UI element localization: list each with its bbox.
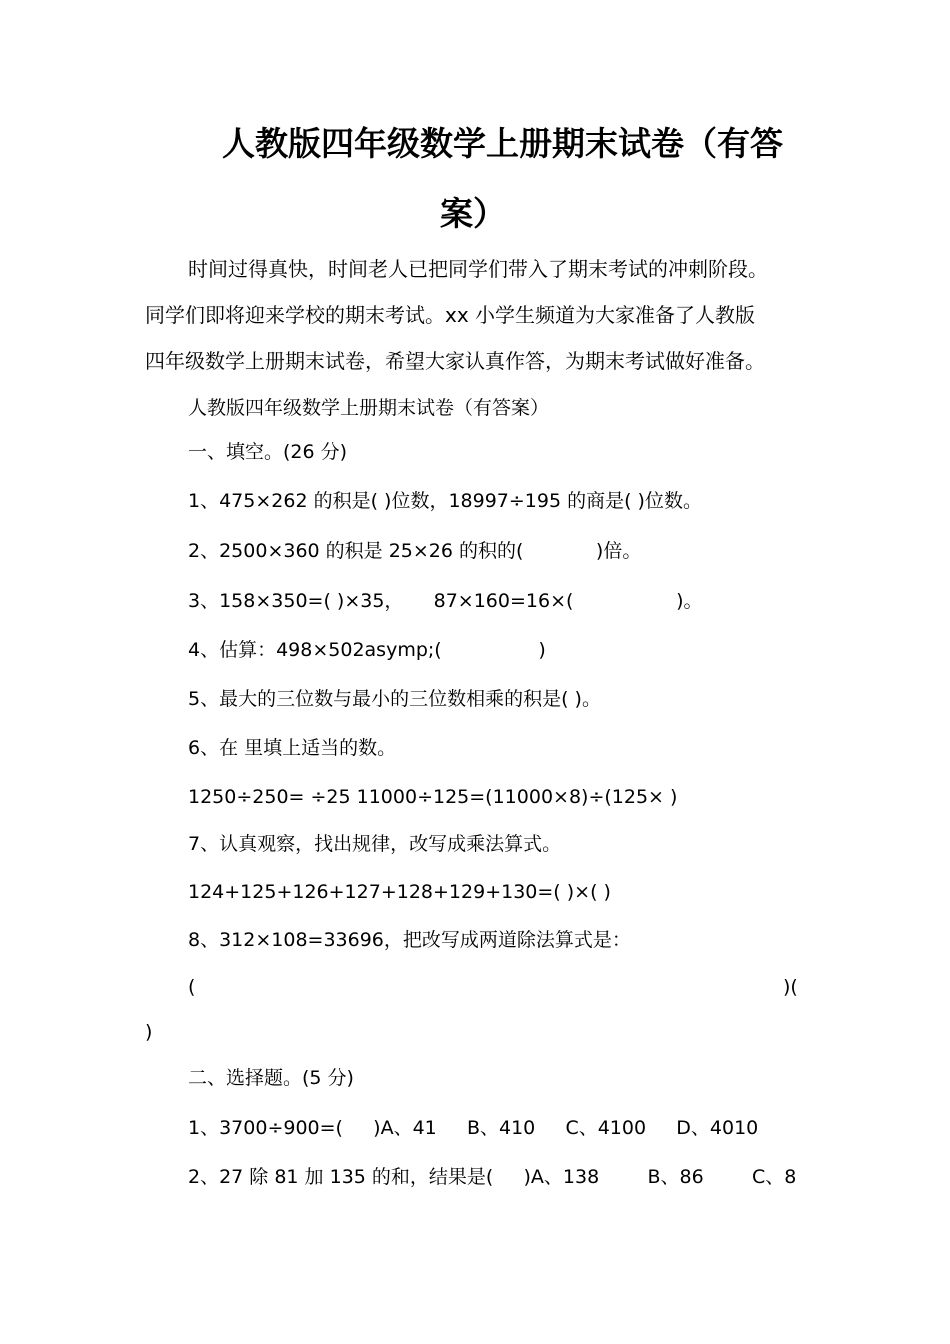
question-2-2: 2、27 除 81 加 135 的和，结果是( )A、138 B、86 C、8 xyxy=(188,1166,797,1188)
document-title-line2: 案） xyxy=(440,194,506,233)
question-1-4: 4、估算：498×502asymp;( ) xyxy=(188,639,546,661)
question-1-8-blank-close: ) xyxy=(145,1021,153,1043)
section2-heading: 二、选择题。(5 分) xyxy=(188,1067,354,1089)
question-2-1: 1、3700÷900=( )A、41 B、410 C、4100 D、4010 xyxy=(188,1117,759,1139)
section1-heading: 一、填空。(26 分) xyxy=(188,441,348,463)
question-1-8: 8、312×108=33696，把改写成两道除法算式是： xyxy=(188,929,631,951)
intro-line-2: 同学们即将迎来学校的期末考试。xx 小学生频道为大家准备了人教版 xyxy=(145,303,756,327)
question-1-1: 1、475×262 的积是( )位数，18997÷195 的商是( )位数。 xyxy=(188,490,702,512)
question-1-7: 7、认真观察，找出规律，改写成乘法算式。 xyxy=(188,833,562,855)
intro-line-3: 四年级数学上册期末试卷，希望大家认真作答，为期末考试做好准备。 xyxy=(145,349,765,373)
question-1-7-expression: 124+125+126+127+128+129+130=( )×( ) xyxy=(188,881,611,903)
question-1-5: 5、最大的三位数与最小的三位数相乘的积是( )。 xyxy=(188,688,601,710)
document-title-line1: 人教版四年级数学上册期末试卷（有答 xyxy=(222,124,783,163)
intro-line-1: 时间过得真快，时间老人已把同学们带入了期末考试的冲刺阶段。 xyxy=(188,257,768,281)
question-1-6-expression: 1250÷250= ÷25 11000÷125=(11000×8)÷(125× ) xyxy=(188,786,678,808)
question-1-6: 6、在 里填上适当的数。 xyxy=(188,737,397,759)
question-1-2: 2、2500×360 的积是 25×26 的积的( )倍。 xyxy=(188,540,642,562)
question-1-3: 3、158×350=( )×35， 87×160=16×( )。 xyxy=(188,590,703,612)
subtitle: 人教版四年级数学上册期末试卷（有答案） xyxy=(188,397,550,419)
question-1-8-blank-mid: )( xyxy=(783,976,798,998)
question-1-8-blank-open: ( xyxy=(188,976,196,998)
